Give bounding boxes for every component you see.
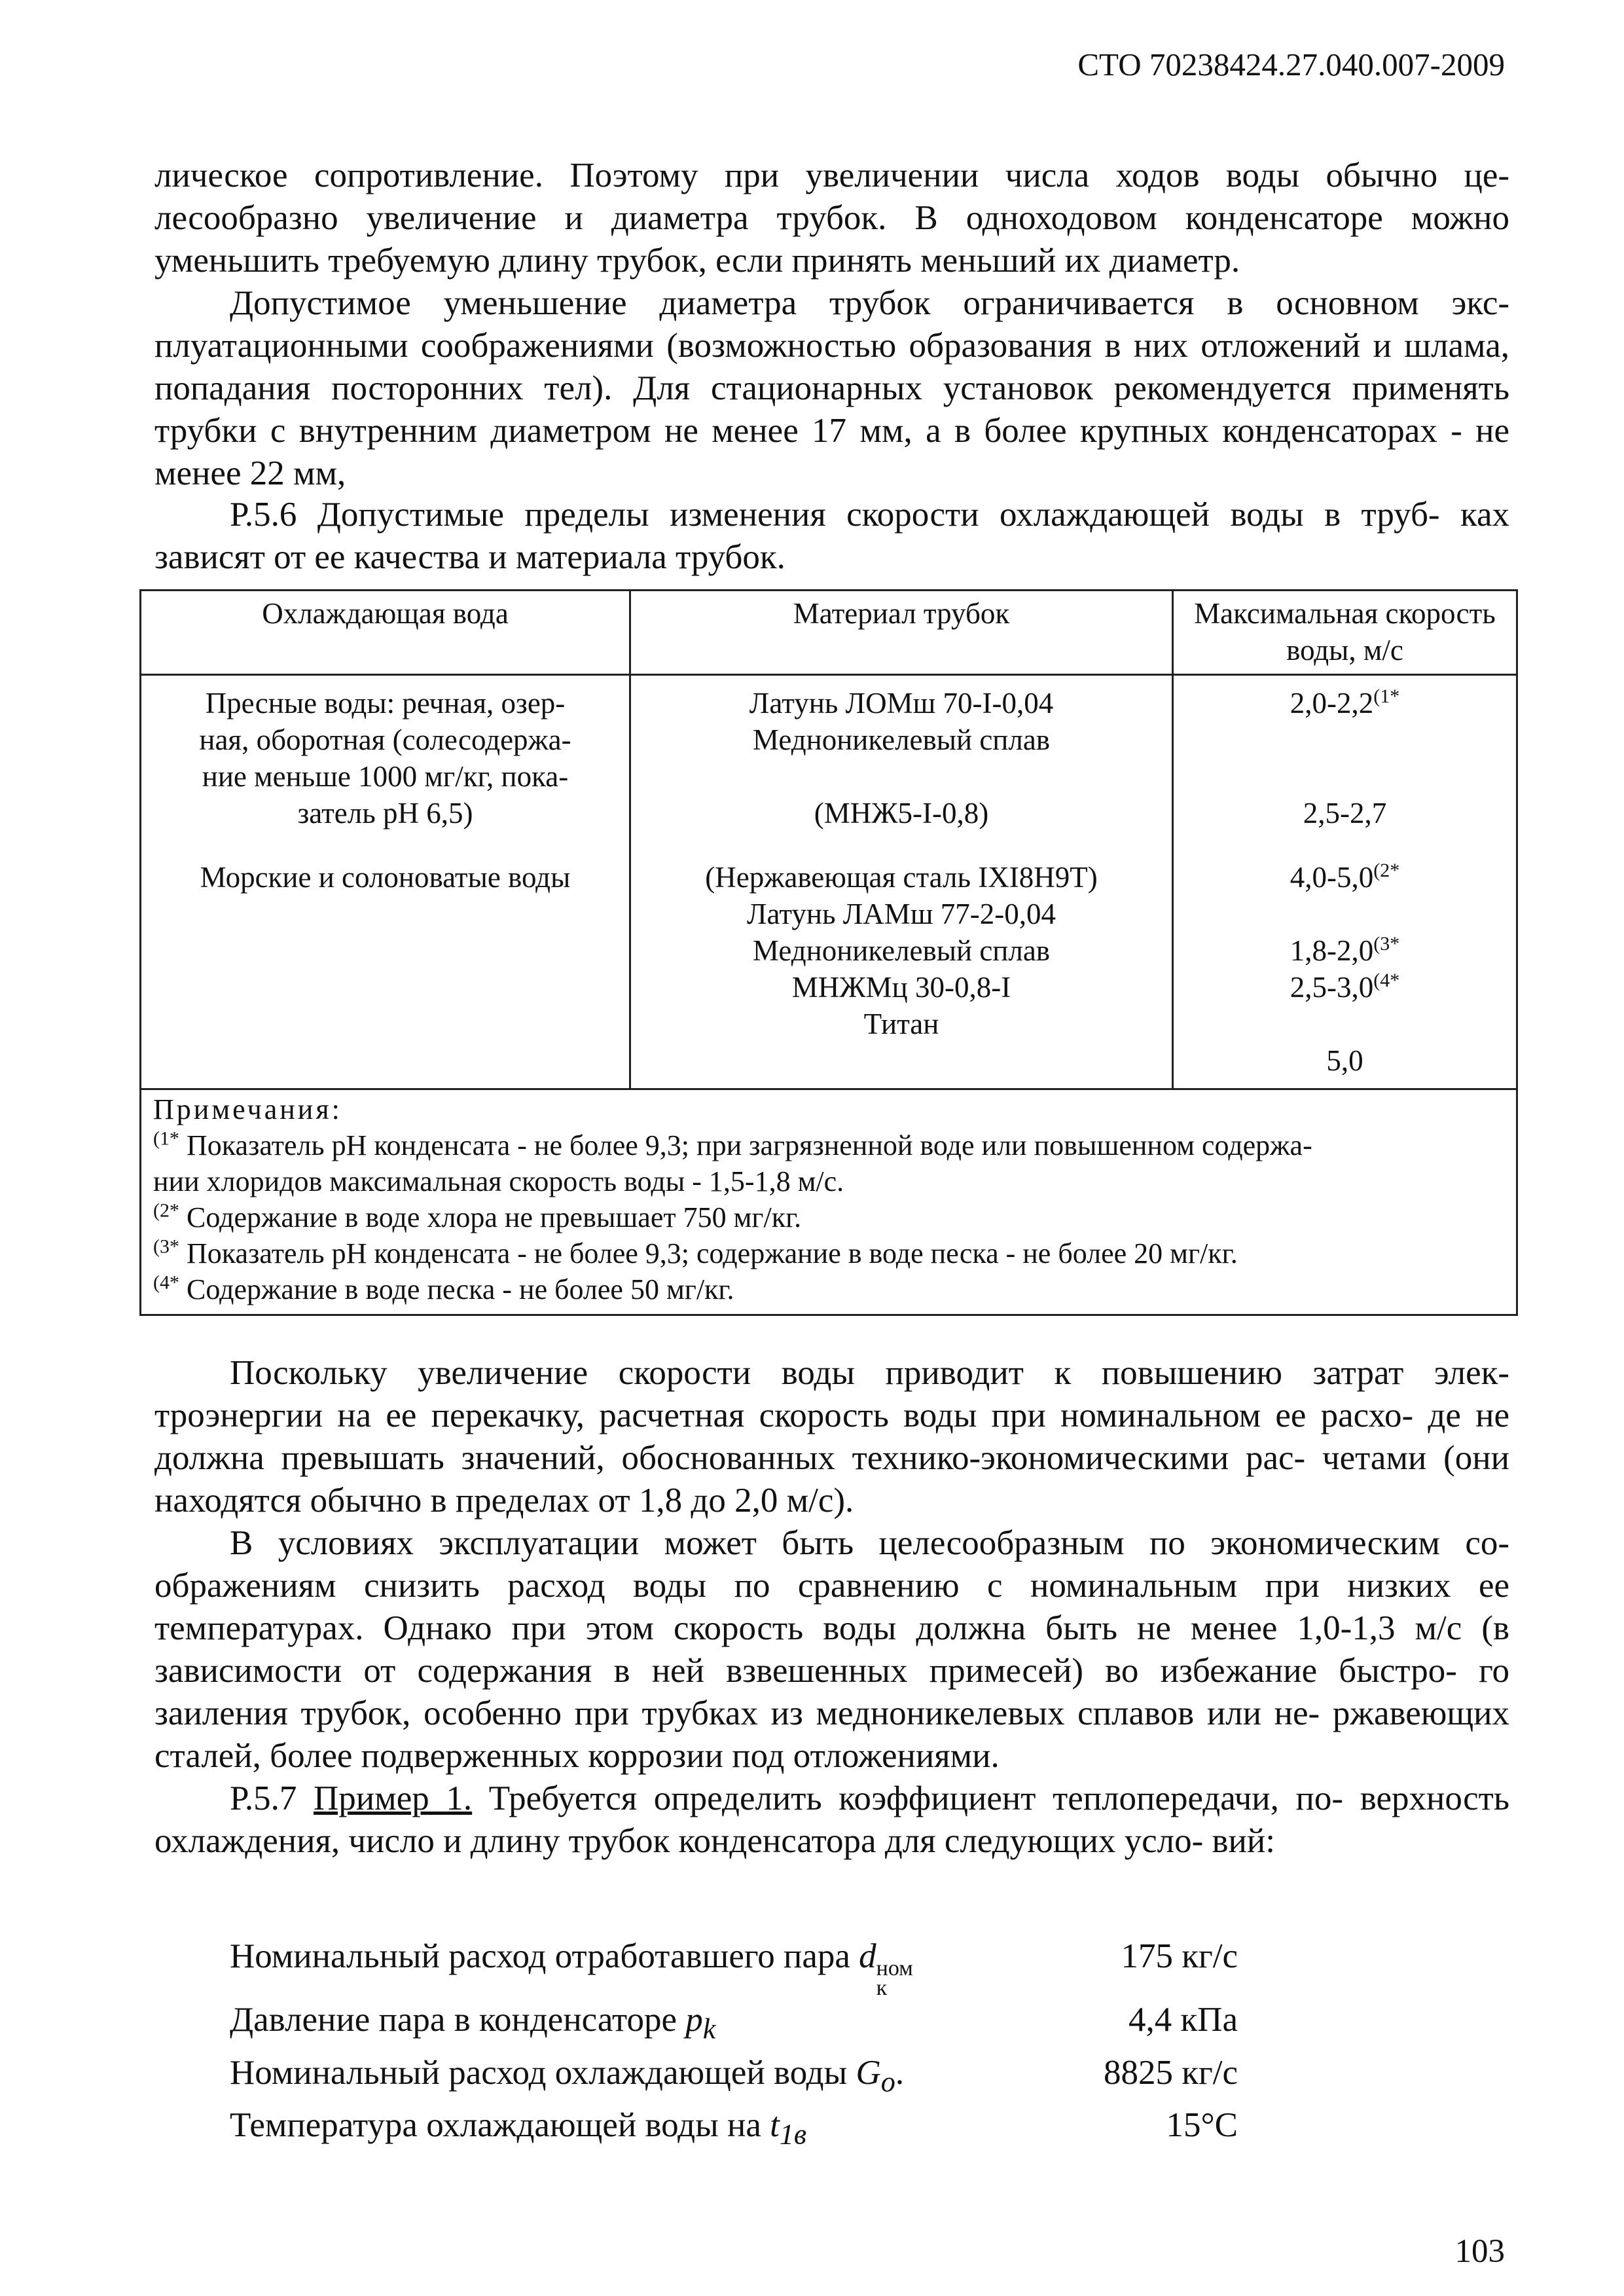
note-item: $^{(1*}$ Показатель рН конденсата - не более 9,3; при загрязненной воде или повышенном содержа-	[153, 1127, 1312, 1161]
parameter-superscript: ном	[876, 1956, 913, 1980]
text-line: Р.5.6 Допустимые пределы изменения скорости охлаждающей воды в труб-	[230, 496, 1440, 534]
speed-line: $1,8-2,0^{(3*}$	[1290, 933, 1400, 967]
parameter-label: Давление пара в конденсаторе	[230, 2001, 686, 2039]
cell-material	[630, 675, 1173, 1089]
fresh-water-line: ная, оборотная (солесодержа-	[199, 723, 571, 756]
body-text-bottom	[154, 1352, 1509, 1863]
parameter-label: Номинальный расход охлаждающей воды	[230, 2053, 856, 2092]
parameter-subscript: к	[876, 1976, 888, 2000]
parameter-row	[230, 1935, 1238, 1998]
paragraph-tube-resistance	[154, 155, 1509, 282]
fresh-water-line: Пресные воды: речная, озер-	[205, 687, 566, 720]
material-line: Медноникелевый сплав	[752, 723, 1051, 756]
material-line: (МНЖ5-I-0,8)	[814, 797, 989, 829]
material-line: Медноникелевый сплав	[752, 934, 1051, 967]
parameter-subscript: 1в	[779, 2118, 807, 2151]
parameter-value: 15°С	[1166, 2106, 1238, 2145]
table-notes	[141, 1089, 1517, 1315]
section-number: Р.5.7	[230, 1779, 314, 1817]
parameter-label: Номинальный расход отработавшего пара	[230, 1937, 859, 1975]
parameter-subscript: k	[702, 2013, 716, 2045]
text-line: Требуется определить коэффициент теплопередачи, по-	[472, 1779, 1344, 1817]
speed-line: $2,5-3,0^{(4*}$	[1290, 970, 1400, 1004]
footnote-mark: (4*	[1373, 970, 1400, 991]
text-line: уменьшить требуемую длину трубок, если принять меньший их диаметр.	[154, 242, 1240, 280]
material-line: МНЖМц 30-0,8-I	[791, 971, 1011, 1004]
header-tube-material: Материал трубок	[630, 591, 1173, 675]
page-number: 103	[1454, 2233, 1505, 2270]
fresh-water-line: ние меньше 1000 мг/кг, пока-	[202, 760, 569, 793]
text-line: троэнергии на ее перекачку, расчетная скорость воды при номинальном ее расхо-	[154, 1396, 1414, 1434]
cell-speed	[1173, 675, 1517, 1089]
parameter-row	[230, 1998, 1238, 2051]
paragraph-diameter-reduction	[154, 282, 1509, 495]
text-line: шлама, попадания посторонних тел). Для стационарных установок рекомендуется	[154, 327, 1509, 407]
table-notes-row	[141, 1089, 1517, 1315]
text-line: Поскольку увеличение скорости воды приводит к повышению затрат элек-	[230, 1354, 1509, 1392]
text-line: де не должна превышать значений, обоснованных технико-экономическими рас-	[154, 1396, 1509, 1477]
text-line: четами (они находятся обычно в пределах от 1,8 до 2,0 м/с).	[154, 1439, 1509, 1520]
note-item: $^{(2*}$ Содержание в воде хлора не превышает 750 мг/кг.	[153, 1199, 802, 1233]
note-item-continuation: нии хлоридов максимальная скорость воды - 1,5-1,8 м/с.	[153, 1165, 844, 1197]
material-line: Титан	[863, 1008, 939, 1040]
sea-water-line: Морские и солоноватые воды	[200, 861, 571, 894]
parameter-symbol: G	[856, 2053, 881, 2092]
material-line: (Нержавеющая сталь IXI8H9T)	[705, 861, 1098, 894]
text-line: (в зависимости от содержания в ней взвешенных примесей) во избежание быстро-	[154, 1609, 1509, 1690]
parameter-row: Номинальный расход охлаждающей воды $G_o$. 8825 кг/с	[230, 2051, 1238, 2104]
speed-line: $2,0-2,2^{(1*}$	[1290, 685, 1400, 720]
text-line: ображениям снизить расход воды по сравнению с номинальным при низких ее	[154, 1567, 1509, 1605]
paragraph-speed-limits	[154, 494, 1509, 579]
header-cooling-water: Охлаждающая вода	[141, 591, 630, 675]
fresh-water-line: затель рН 6,5)	[297, 797, 473, 829]
parameter-value: 4,4 кПа	[1128, 2001, 1238, 2039]
text-line: го заиления трубок, особенно при трубках из медноникелевых сплавов или не-	[154, 1652, 1510, 1732]
speed-line: 5,0	[1326, 1044, 1363, 1077]
parameter-value: 8825 кг/с	[1104, 2053, 1238, 2092]
text-line: лесообразно увеличение и диаметра трубок. В одноходовом конденсаторе можно	[154, 199, 1509, 237]
table-row	[141, 675, 1517, 1089]
header-max-speed: Максимальная скорость воды, м/с	[1173, 591, 1517, 675]
parameter-symbol: d	[859, 1937, 876, 1975]
water-speed-table	[139, 589, 1518, 1316]
text-line: В условиях эксплуатации может быть целесообразным по экономическим со-	[230, 1524, 1509, 1562]
speed-line: $4,0-5,0^{(2*}$	[1290, 860, 1400, 894]
parameter-symbol: p	[685, 2001, 703, 2039]
notes-title: Примечания:	[153, 1093, 342, 1125]
speed-line: 2,5-2,7	[1303, 797, 1387, 829]
footnote-mark: (2*	[1373, 860, 1400, 881]
text-line: верхность охлаждения, число и длину трубок конденсатора для следующих усло-	[154, 1779, 1510, 1860]
text-line: вий:	[1212, 1822, 1276, 1860]
parameter-row	[230, 2104, 1238, 2157]
text-line: ках зависят от ее качества и материала трубок.	[154, 496, 1510, 576]
text-line: температурах. Однако при этом скорость воды должна быть не менее 1,0-1,3 м/с	[154, 1609, 1462, 1647]
note-item: $^{(4*}$ Содержание в воде песка - не более 50 мг/кг.	[153, 1271, 734, 1305]
parameter-symbol: t	[770, 2106, 780, 2145]
text-line: лическое сопротивление. Поэтому при увеличении числа ходов воды обычно це-	[154, 156, 1509, 194]
paragraph-example-1	[154, 1777, 1509, 1863]
document-code-header: СТО 70238424.27.040.007-2009	[1077, 46, 1505, 82]
body-text-top	[154, 155, 1509, 495]
paragraph-energy-costs	[154, 1352, 1509, 1522]
footnote-mark: (1*	[1373, 685, 1400, 707]
text-line: ржавеющих сталей, более подверженных коррозии под отложениями.	[154, 1694, 1510, 1775]
text-line: конденсаторах - не менее 22 мм,	[154, 412, 1510, 492]
example-parameters	[230, 1935, 1238, 2157]
parameter-subscript: o	[880, 2066, 895, 2098]
material-line: Латунь ЛАМш 77-2-0,04	[747, 898, 1056, 930]
text-line: плуатационными соображениями (возможностью образования в них отложений и	[154, 327, 1392, 365]
paragraph-operating-conditions	[154, 1522, 1509, 1777]
parameter-label: Температура охлаждающей воды на	[230, 2106, 770, 2145]
example-link: Пример 1.	[314, 1779, 473, 1817]
text-line: применять трубки с внутренним диаметром не менее 17 мм, а в более крупных	[154, 369, 1510, 450]
text-line: Допустимое уменьшение диаметра трубок ограничивается в основном экс-	[230, 284, 1509, 322]
parameter-value: 175 кг/с	[1121, 1937, 1238, 1975]
cell-water-type	[141, 675, 630, 1089]
table-header-row	[141, 591, 1517, 675]
footnote-mark: (3*	[1373, 933, 1400, 955]
section-p56	[154, 494, 1509, 579]
note-item: $^{(3*}$ Показатель рН конденсата - не более 9,3; содержание в воде песка - не более 20 мг/кг.	[153, 1235, 1238, 1269]
material-line: Латунь ЛОМш 70-I-0,04	[749, 687, 1054, 720]
